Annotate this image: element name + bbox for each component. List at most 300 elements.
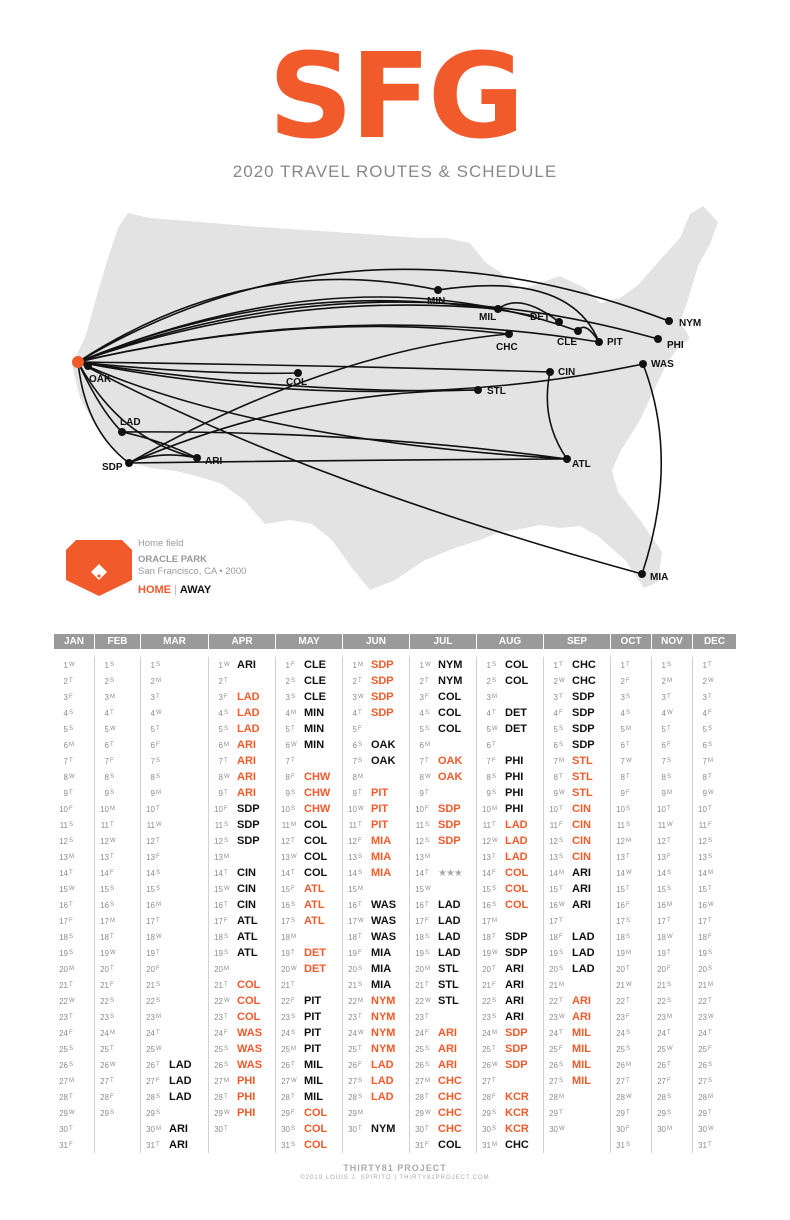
day-number: 16 xyxy=(616,900,625,910)
day-number: 30 xyxy=(549,1124,558,1134)
day-number: 28 xyxy=(482,1092,491,1102)
calendar-day xyxy=(276,833,342,849)
day-number: 2 xyxy=(285,676,290,686)
weekday-letter: M xyxy=(708,758,713,764)
home-game: ARI xyxy=(438,1059,457,1071)
day-number: 29 xyxy=(214,1108,223,1118)
weekday-letter: T xyxy=(425,790,429,796)
calendar-day xyxy=(544,1041,610,1057)
weekday-letter: T xyxy=(559,1110,563,1116)
day-number: 28 xyxy=(146,1092,155,1102)
day-number: 28 xyxy=(281,1092,290,1102)
weekday-letter: F xyxy=(708,934,712,940)
day-number: 13 xyxy=(214,852,223,862)
home-game: SDP xyxy=(505,1043,528,1055)
weekday-letter: W xyxy=(110,1062,116,1068)
calendar-day xyxy=(410,1009,476,1025)
legend-park-name: ORACLE PARK xyxy=(138,554,207,565)
calendar-day xyxy=(141,753,208,769)
day-number: 26 xyxy=(214,1060,223,1070)
calendar-day xyxy=(54,705,94,721)
day-number: 6 xyxy=(702,740,707,750)
weekday-letter: S xyxy=(69,710,74,716)
day-number: 5 xyxy=(285,724,290,734)
weekday-letter: T xyxy=(69,790,73,796)
weekday-letter: T xyxy=(224,1014,228,1020)
weekday-letter: M xyxy=(492,806,497,812)
weekday-letter: W xyxy=(708,902,714,908)
weekday-letter: M xyxy=(559,870,564,876)
calendar-day xyxy=(410,849,476,865)
day-number: 1 xyxy=(419,660,424,670)
calendar-day xyxy=(343,1041,409,1057)
calendar-day xyxy=(693,865,736,881)
calendar-day xyxy=(54,1057,94,1073)
day-number: 7 xyxy=(63,756,68,766)
day-number: 20 xyxy=(281,964,290,974)
away-game: LAD xyxy=(572,931,595,943)
day-number: 26 xyxy=(59,1060,68,1070)
weekday-letter: W xyxy=(358,694,364,700)
calendar-day xyxy=(693,1121,736,1137)
day-number: 16 xyxy=(146,900,155,910)
day-number: 27 xyxy=(100,1076,109,1086)
away-game: COL xyxy=(438,1139,462,1151)
day-number: 19 xyxy=(698,948,707,958)
day-number: 7 xyxy=(553,756,558,766)
day-number: 8 xyxy=(352,772,357,782)
calendar-day xyxy=(410,961,476,977)
day-number: 28 xyxy=(214,1092,223,1102)
home-marker-sf xyxy=(72,356,84,368)
day-number: 20 xyxy=(482,964,491,974)
day-number: 30 xyxy=(698,1124,707,1134)
calendar-day xyxy=(693,785,736,801)
weekday-letter: W xyxy=(69,886,75,892)
page-subtitle: 2020 TRAVEL ROUTES & SCHEDULE xyxy=(232,162,558,181)
weekday-letter: T xyxy=(492,966,496,972)
day-number: 2 xyxy=(104,676,109,686)
weekday-letter: F xyxy=(559,822,563,828)
weekday-letter: F xyxy=(492,982,496,988)
home-game: SDP xyxy=(505,1027,528,1039)
day-number: 26 xyxy=(616,1060,625,1070)
weekday-letter: M xyxy=(291,822,296,828)
weekday-letter: S xyxy=(291,1014,296,1020)
weekday-letter: W xyxy=(492,838,498,844)
day-number: 22 xyxy=(549,996,558,1006)
day-number: 3 xyxy=(553,692,558,702)
weekday-letter: S xyxy=(110,678,115,684)
weekday-letter: M xyxy=(559,1094,564,1100)
calendar-day xyxy=(652,865,692,881)
away-game: PHI xyxy=(505,787,524,799)
weekday-letter: S xyxy=(224,726,229,732)
weekday-letter: F xyxy=(626,790,630,796)
weekday-letter: S xyxy=(492,790,497,796)
calendar-day xyxy=(95,1041,140,1057)
day-number: 1 xyxy=(352,660,357,670)
calendar-day xyxy=(141,737,208,753)
weekday-letter: M xyxy=(69,854,74,860)
weekday-letter: T xyxy=(708,694,712,700)
away-game: STL xyxy=(438,963,459,975)
day-number: 26 xyxy=(415,1060,424,1070)
day-number: 18 xyxy=(348,932,357,942)
weekday-letter: T xyxy=(425,1014,429,1020)
weekday-letter: S xyxy=(224,950,229,956)
calendar-day xyxy=(652,881,692,897)
weekday-letter: W xyxy=(156,934,162,940)
calendar-day xyxy=(343,929,409,945)
weekday-letter: W xyxy=(69,774,75,780)
home-game: CHW xyxy=(304,803,331,815)
weekday-letter: F xyxy=(708,710,712,716)
weekday-letter: M xyxy=(425,1078,430,1084)
weekday-letter: S xyxy=(358,758,363,764)
home-game: OAK xyxy=(438,771,463,783)
calendar-day xyxy=(95,977,140,993)
home-game: STL xyxy=(572,771,593,783)
weekday-letter: W xyxy=(559,1126,565,1132)
calendar-day xyxy=(276,961,342,977)
calendar-day xyxy=(343,1009,409,1025)
weekday-letter: W xyxy=(291,742,297,748)
day-number: 6 xyxy=(620,740,625,750)
calendar-day xyxy=(95,849,140,865)
weekday-letter: F xyxy=(156,742,160,748)
weekday-letter: T xyxy=(224,902,228,908)
weekday-letter: S xyxy=(667,1094,672,1100)
calendar-day xyxy=(611,881,651,897)
weekday-letter: T xyxy=(224,1126,228,1132)
weekday-letter: T xyxy=(110,710,114,716)
day-number: 21 xyxy=(100,980,109,990)
calendar-day xyxy=(652,753,692,769)
calendar-day xyxy=(95,961,140,977)
home-game: SDP xyxy=(438,803,461,815)
calendar-day xyxy=(693,977,736,993)
calendar-day xyxy=(343,961,409,977)
weekday-letter: T xyxy=(110,1078,114,1084)
day-number: 18 xyxy=(657,932,666,942)
day-number: 22 xyxy=(482,996,491,1006)
day-number: 23 xyxy=(348,1012,357,1022)
calendar-day xyxy=(343,833,409,849)
calendar-day xyxy=(611,1089,651,1105)
weekday-letter: S xyxy=(559,742,564,748)
calendar-day xyxy=(209,817,275,833)
home-game: CHW xyxy=(304,787,331,799)
weekday-letter: M xyxy=(667,1014,672,1020)
home-game: COL xyxy=(304,1139,328,1151)
day-number: 16 xyxy=(59,900,68,910)
month-column-apr xyxy=(209,657,276,1153)
away-game: PHI xyxy=(505,755,524,767)
day-number: 11 xyxy=(59,820,68,830)
day-number: 15 xyxy=(549,884,558,894)
weekday-letter: S xyxy=(492,774,497,780)
city-label-ari: ARI xyxy=(205,456,223,467)
weekday-letter: W xyxy=(626,982,632,988)
away-game: NYM xyxy=(371,1123,396,1135)
day-number: 21 xyxy=(657,980,666,990)
day-number: 9 xyxy=(486,788,491,798)
day-number: 2 xyxy=(661,676,666,686)
day-number: 24 xyxy=(616,1028,625,1038)
weekday-letter: S xyxy=(224,1046,229,1052)
calendar-day xyxy=(276,977,342,993)
weekday-letter: T xyxy=(667,726,671,732)
weekday-letter: T xyxy=(224,678,228,684)
calendar-day xyxy=(477,1137,543,1153)
calendar-day xyxy=(693,1057,736,1073)
calendar-day xyxy=(209,833,275,849)
calendar-day xyxy=(652,689,692,705)
calendar-day xyxy=(652,993,692,1009)
weekday-letter: M xyxy=(156,790,161,796)
calendar-day xyxy=(410,897,476,913)
weekday-letter: S xyxy=(559,1078,564,1084)
weekday-letter: S xyxy=(626,806,631,812)
day-number: 26 xyxy=(146,1060,155,1070)
calendar-day xyxy=(652,673,692,689)
weekday-letter: T xyxy=(358,1126,362,1132)
day-number: 7 xyxy=(419,756,424,766)
calendar-day xyxy=(652,833,692,849)
weekday-letter: T xyxy=(224,982,228,988)
weekday-letter: T xyxy=(559,694,563,700)
home-game: CIN xyxy=(572,835,591,847)
weekday-letter: S xyxy=(156,1110,161,1116)
calendar-day xyxy=(410,881,476,897)
calendar-day xyxy=(693,673,736,689)
day-number: 28 xyxy=(549,1092,558,1102)
calendar-day xyxy=(141,705,208,721)
day-number: 16 xyxy=(281,900,290,910)
away-game: PIT xyxy=(304,1011,322,1023)
calendar-day xyxy=(54,977,94,993)
calendar-day xyxy=(343,1025,409,1041)
day-number: 27 xyxy=(549,1076,558,1086)
day-number: 12 xyxy=(348,836,357,846)
weekday-letter: T xyxy=(291,726,295,732)
weekday-letter: T xyxy=(69,1094,73,1100)
weekday-letter: F xyxy=(559,710,563,716)
away-game: CLE xyxy=(304,675,326,687)
weekday-letter: M xyxy=(69,1078,74,1084)
weekday-letter: F xyxy=(156,854,160,860)
home-game: MIL xyxy=(572,1075,591,1087)
calendar-day xyxy=(209,1121,275,1137)
footer xyxy=(0,1163,790,1181)
day-number: 6 xyxy=(553,740,558,750)
weekday-letter: M xyxy=(224,1078,229,1084)
calendar-day xyxy=(410,1137,476,1153)
day-number: 3 xyxy=(352,692,357,702)
calendar-day xyxy=(410,1025,476,1041)
away-game: SDP xyxy=(572,739,595,751)
day-number: 10 xyxy=(214,804,223,814)
day-number: 3 xyxy=(486,692,491,702)
day-number: 21 xyxy=(698,980,707,990)
calendar-day xyxy=(141,689,208,705)
away-game: PIT xyxy=(304,1027,322,1039)
away-game: ARI xyxy=(169,1123,188,1135)
day-number: 28 xyxy=(657,1092,666,1102)
calendar-day xyxy=(343,1105,409,1121)
calendar-day xyxy=(544,817,610,833)
weekday-letter: M xyxy=(492,1030,497,1036)
day-number: 24 xyxy=(549,1028,558,1038)
weekday-letter: T xyxy=(69,678,73,684)
weekday-letter: T xyxy=(224,758,228,764)
weekday-letter: F xyxy=(559,934,563,940)
home-game: COL xyxy=(505,867,529,879)
weekday-letter: F xyxy=(224,918,228,924)
calendar-day xyxy=(54,817,94,833)
day-number: 3 xyxy=(702,692,707,702)
away-game: SDP xyxy=(237,835,260,847)
calendar-day xyxy=(410,945,476,961)
month-column-oct xyxy=(611,657,652,1153)
day-number: 24 xyxy=(214,1028,223,1038)
home-game: STL xyxy=(572,787,593,799)
weekday-letter: S xyxy=(425,1062,430,1068)
calendar-day xyxy=(477,1009,543,1025)
home-game: MIA xyxy=(371,835,392,847)
weekday-letter: T xyxy=(358,1046,362,1052)
weekday-letter: T xyxy=(626,1110,630,1116)
city-label-nym: NYM xyxy=(679,318,702,329)
calendar-day xyxy=(611,833,651,849)
calendar-day xyxy=(410,929,476,945)
day-number: 19 xyxy=(59,948,68,958)
calendar-day xyxy=(209,929,275,945)
day-number: 22 xyxy=(214,996,223,1006)
away-game: MIA xyxy=(371,979,392,991)
calendar-day xyxy=(54,753,94,769)
home-game: WAS xyxy=(237,1027,263,1039)
day-number: 5 xyxy=(150,724,155,734)
home-game: PIT xyxy=(371,819,389,831)
weekday-letter: F xyxy=(492,758,496,764)
month-column-sep xyxy=(544,657,611,1153)
calendar-day xyxy=(141,769,208,785)
weekday-letter: S xyxy=(110,1110,115,1116)
day-number: 11 xyxy=(281,820,290,830)
weekday-letter: T xyxy=(69,870,73,876)
day-number: 5 xyxy=(486,724,491,734)
day-number: 9 xyxy=(661,788,666,798)
home-game: CHC xyxy=(438,1123,462,1135)
away-game: CIN xyxy=(237,867,256,879)
weekday-letter: S xyxy=(156,774,161,780)
away-game: NYM xyxy=(438,659,463,671)
weekday-letter: T xyxy=(492,710,496,716)
day-number: 31 xyxy=(146,1140,155,1150)
day-number: 15 xyxy=(698,884,707,894)
calendar-day xyxy=(693,769,736,785)
weekday-letter: M xyxy=(69,966,74,972)
weekday-letter: S xyxy=(291,902,296,908)
calendar-day xyxy=(544,881,610,897)
weekday-letter: S xyxy=(492,1110,497,1116)
calendar-day xyxy=(693,705,736,721)
city-label-mil: MIL xyxy=(479,312,497,323)
day-number: 19 xyxy=(657,948,666,958)
day-number: 10 xyxy=(657,804,666,814)
weekday-letter: T xyxy=(559,918,563,924)
calendar-day xyxy=(652,737,692,753)
day-number: 28 xyxy=(698,1092,707,1102)
calendar-day xyxy=(209,977,275,993)
day-number: 29 xyxy=(100,1108,109,1118)
calendar-day xyxy=(477,865,543,881)
weekday-letter: F xyxy=(291,1110,295,1116)
day-number: 11 xyxy=(100,820,109,830)
away-game: ARI xyxy=(572,867,591,879)
calendar-day xyxy=(95,1057,140,1073)
day-number: 10 xyxy=(100,804,109,814)
day-number: 22 xyxy=(146,996,155,1006)
weekday-letter: T xyxy=(110,742,114,748)
day-number: 28 xyxy=(100,1092,109,1102)
calendar-day xyxy=(95,993,140,1009)
weekday-letter: T xyxy=(358,934,362,940)
calendar-day xyxy=(54,961,94,977)
away-game: PHI xyxy=(505,771,524,783)
weekday-letter: W xyxy=(667,1046,673,1052)
weekday-letter: S xyxy=(69,1046,74,1052)
home-game: CIN xyxy=(572,851,591,863)
weekday-letter: F xyxy=(667,854,671,860)
weekday-letter: S xyxy=(291,678,296,684)
calendar-day xyxy=(693,913,736,929)
day-number: 23 xyxy=(415,1012,424,1022)
calendar-day xyxy=(544,1073,610,1089)
calendar-day xyxy=(693,993,736,1009)
day-number: 1 xyxy=(486,660,491,670)
calendar-day xyxy=(343,753,409,769)
day-number: 29 xyxy=(482,1108,491,1118)
day-number: 21 xyxy=(281,980,290,990)
calendar-day xyxy=(95,705,140,721)
day-number: 13 xyxy=(281,852,290,862)
page-title: SFG xyxy=(268,27,522,165)
day-number: 24 xyxy=(482,1028,491,1038)
day-number: 14 xyxy=(698,868,707,878)
weekday-letter: S xyxy=(110,1014,115,1020)
weekday-letter: T xyxy=(626,854,630,860)
calendar-day xyxy=(141,1137,208,1153)
calendar-day xyxy=(544,1057,610,1073)
calendar-day xyxy=(141,929,208,945)
city-label-lad: LAD xyxy=(120,417,141,428)
weekday-letter: F xyxy=(224,694,228,700)
month-header-apr: APR xyxy=(209,634,276,649)
day-number: 1 xyxy=(620,660,625,670)
weekday-letter: T xyxy=(425,982,429,988)
away-game: LAD xyxy=(438,947,461,959)
weekday-letter: S xyxy=(667,662,672,668)
calendar-day xyxy=(410,689,476,705)
weekday-letter: F xyxy=(626,678,630,684)
weekday-letter: T xyxy=(492,854,496,860)
day-number: 6 xyxy=(285,740,290,750)
calendar-day xyxy=(652,1073,692,1089)
calendar-day xyxy=(611,1121,651,1137)
